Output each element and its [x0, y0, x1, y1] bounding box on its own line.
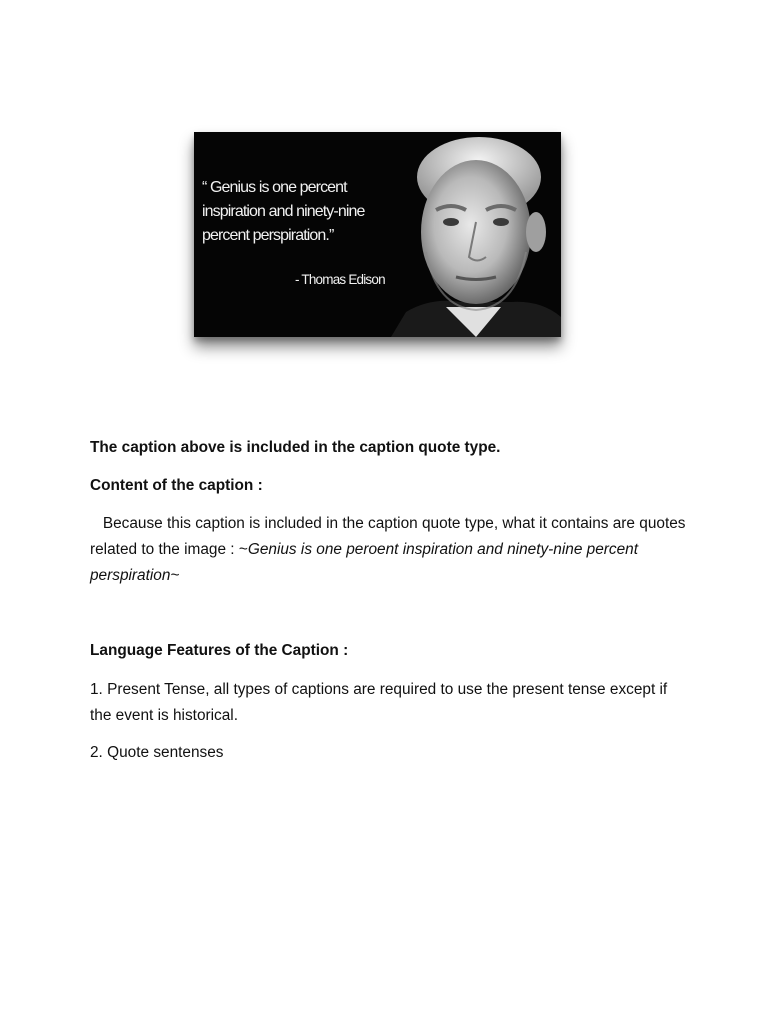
content-paragraph — [90, 511, 690, 589]
content-quote: Genius is one peroent inspiration and ninety-nine percent perspiration~ — [90, 541, 639, 584]
content-heading: Content of the caption : — [90, 477, 263, 494]
portrait-photo — [391, 132, 561, 337]
quote-text: “ Genius is one percent inspiration and ninety-nine percent perspiration.” — [202, 179, 365, 244]
language-features-heading: Language Features of the Caption : — [90, 642, 349, 659]
feature-item-1: 1. Present Tense, all types of captions are required to use the present tense except if the event is historical. — [90, 681, 668, 724]
quote-author: - Thomas Edison — [295, 272, 385, 287]
feature-item-2: 2. Quote sentenses — [90, 744, 224, 761]
caption-type-heading: The caption above is included in the caption quote type. — [90, 439, 501, 456]
quote-image — [194, 132, 561, 337]
content-paragraph-text: Because this caption is included in the caption quote type, what it contains are quotes related to the image : ~ — [90, 515, 690, 558]
